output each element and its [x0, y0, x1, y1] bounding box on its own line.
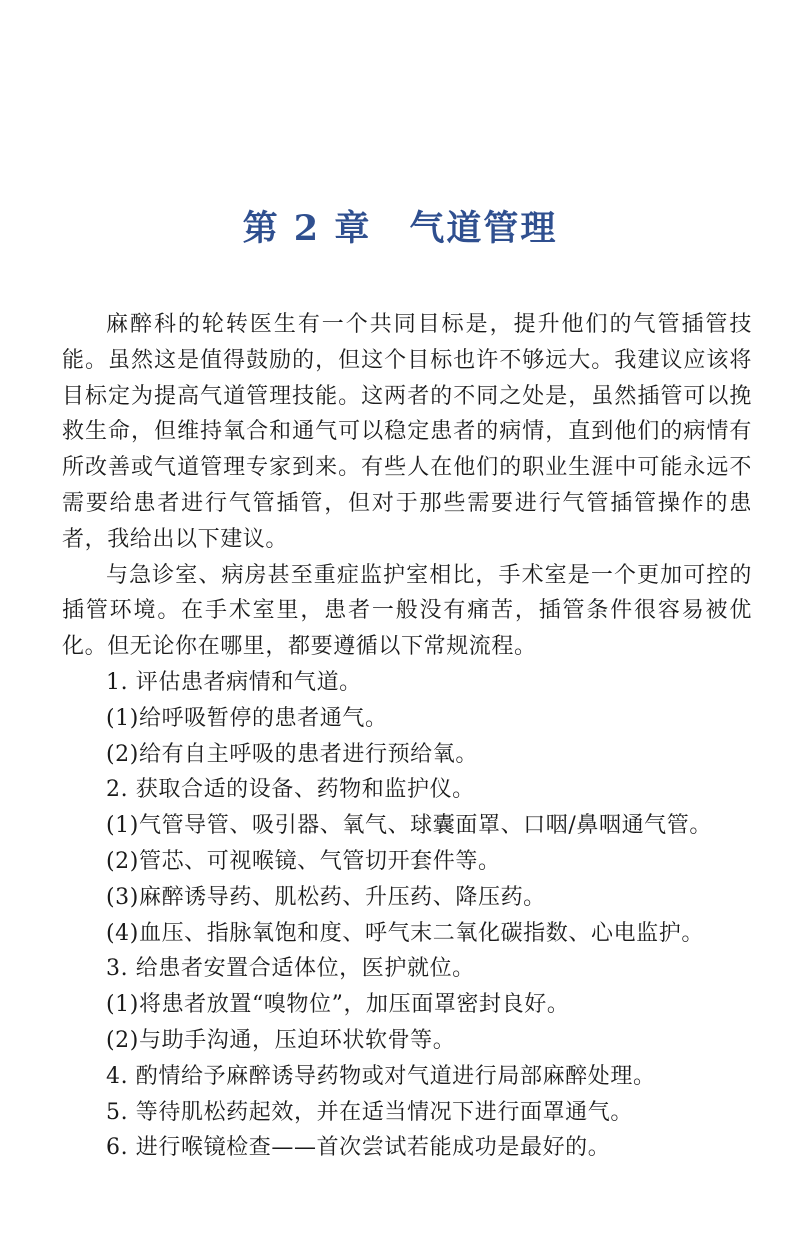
setting-paragraph: 与急诊室、病房甚至重症监护室相比，手术室是一个更加可控的插管环境。在手术室里，患者一般没有痛苦，插管条件很容易被优化。但无论你在哪里，都要遵循以下常规流程。 [62, 562, 752, 660]
step-2-sub-2: (2)管芯、可视喉镜、气管切开套件等。 [106, 848, 501, 874]
step-5: 5. 等待肌松药起效，并在适当情况下进行面罩通气。 [106, 1099, 633, 1125]
step-2-sub-3: (3)麻醉诱导药、肌松药、升压药、降压药。 [106, 884, 546, 910]
step-2: 2. 获取合适的设备、药物和监护仪。 [106, 777, 475, 803]
step-4: 4. 酌情给予麻醉诱导药物或对气道进行局部麻醉处理。 [106, 1063, 656, 1089]
step-3-sub-1: (1)将患者放置“嗅物位”，加压面罩密封良好。 [106, 992, 570, 1018]
step-1-sub-1: (1)给呼吸暂停的患者通气。 [106, 705, 388, 731]
step-3: 3. 给患者安置合适体位，医护就位。 [106, 956, 475, 982]
intro-paragraph: 麻醉科的轮转医生有一个共同目标是，提升他们的气管插管技能。虽然这是值得鼓励的，但这个目标也许不够远大。我建议应该将目标定为提高气道管理技能。这两者的不同之处是，虽然插管可以挽救生命，但维持氧合和通气可以稳定患者的病情，直到他们的病情有所改善或气道管理专家到来。有些人在他们的职业生涯中可能永远不需要给患者进行气管插管，但对于那些需要进行气管插管操作的患者，我给出以下建议。 [62, 312, 752, 552]
step-1-sub-2: (2)给有自主呼吸的患者进行预给氧。 [106, 741, 478, 767]
chapter-number: 第 2 章 [242, 208, 372, 250]
body-text [62, 307, 752, 1166]
step-2-sub-4: (4)血压、指脉氧饱和度、呼气末二氧化碳指数、心电监护。 [106, 920, 704, 946]
step-3-sub-2: (2)与助手沟通，压迫环状软骨等。 [106, 1027, 456, 1053]
step-1: 1. 评估患者病情和气道。 [106, 669, 362, 695]
step-2-sub-1: (1)气管导管、吸引器、氧气、球囊面罩、口咽/鼻咽通气管。 [106, 813, 712, 839]
step-6: 6. 进行喉镜检查——首次尝试若能成功是最好的。 [106, 1135, 611, 1161]
chapter-title [0, 201, 800, 251]
chapter-name: 气道管理 [409, 208, 558, 250]
